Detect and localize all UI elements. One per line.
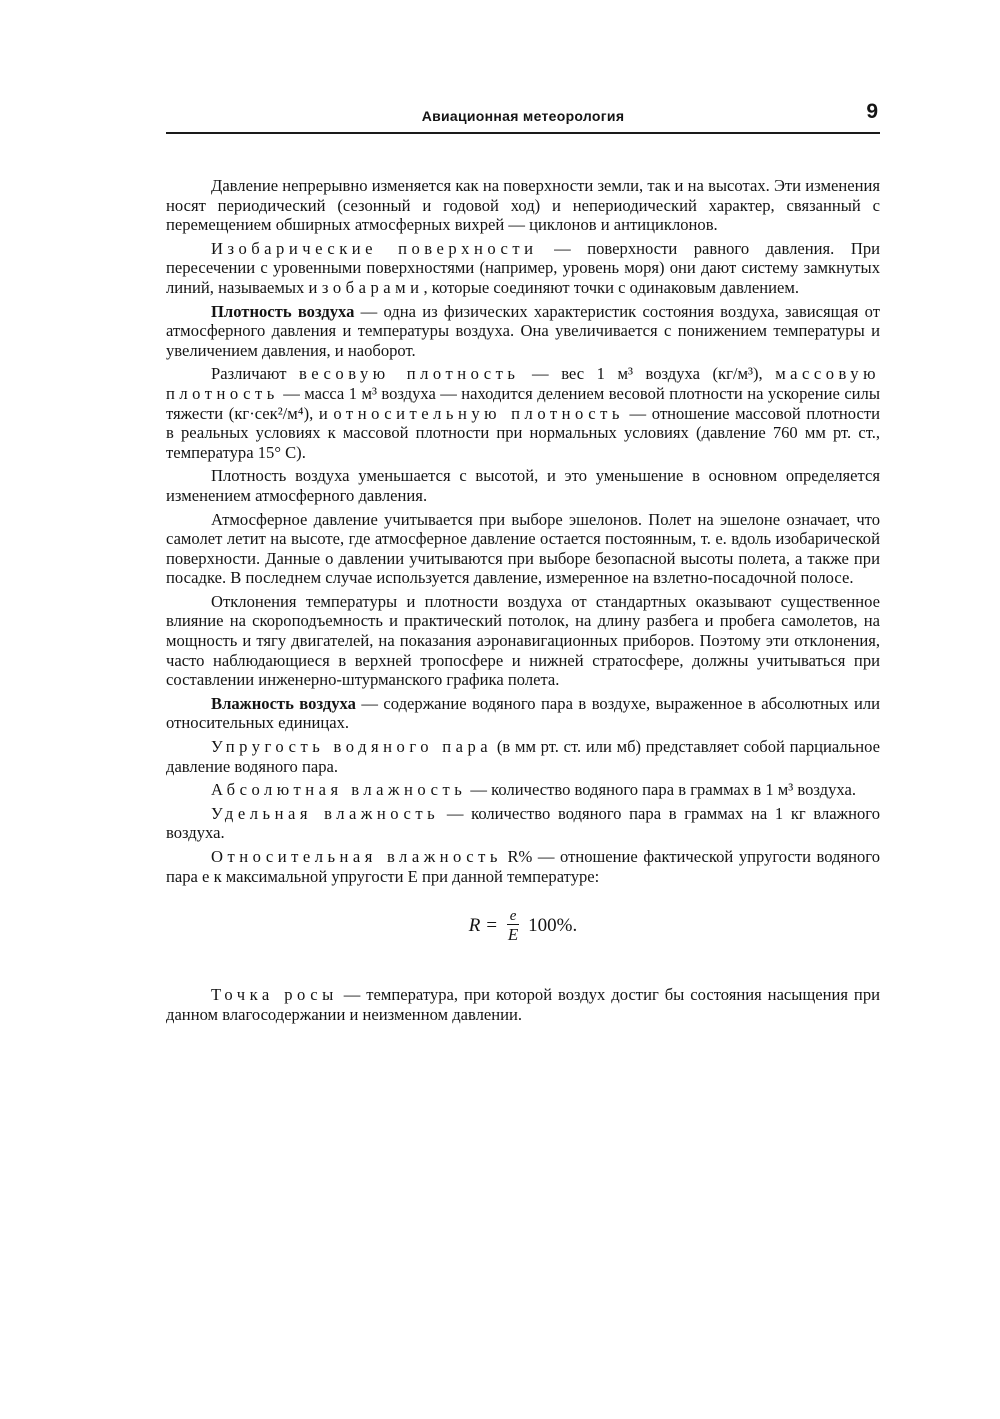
paragraph-text: — поверхности равного давления. При пересечении с уровенными поверхностями (например, уровень моря) они дают систему замкнутых линий, называемых [166,238,880,297]
paragraph-air-density [166,302,880,361]
term-air-density: Плотность воздуха [211,301,355,321]
document-page [166,100,880,1028]
paragraph-text: R% — отношение фактической упругости водяного пара e к максимальной упругости E при данной температуре: [166,847,880,886]
running-head [166,100,880,134]
term-mass-density: массовую плотность [166,364,880,403]
paragraph-specific-humidity [166,804,880,843]
paragraph-text: (в мм рт. ст. или мб) представляет собой парциальное давление водяного пара. [166,737,880,776]
paragraph-dew-point [166,985,880,1024]
paragraph-deviations: Отклонения температуры и плотности воздуха от стандартных оказывают существенное влияние на скороподъемность и практический потолок, на длину разбега и пробега самолетов, на мощность и тягу двигателей, на показания аэронавигационных приборов. Поэтому эти отклонения, часто наблюдающиеся в верхней тропосфере и нижней стратосфере, должны учитываться при составлении инженерно-штурманского графика полета. [166,591,880,690]
paragraph-text: — количество водяного пара в граммах на 1 кг влажного воздуха. [166,803,880,843]
term-dew-point: Точка росы [211,985,338,1005]
formula-factor: 100%. [528,915,578,937]
term-isobaric-surfaces: Изобарические поверхности [211,238,538,258]
paragraph-text: — температура, при которой воздух достиг бы состояния насыщения при данном влагосодержании и неизменном давлении. [166,985,880,1024]
paragraph-absolute-humidity [166,780,880,800]
paragraph-relative-humidity [166,847,880,886]
paragraph-humidity [166,694,880,733]
paragraph-text: Различают [211,364,300,384]
paragraph-text: — одна из физических характеристик состояния воздуха, зависящая от атмосферного давления и температуры воздуха. Она увеличивается с понижением температуры и увеличением давления, и наоборот. [166,301,880,360]
formula-lhs: R = [468,915,498,937]
paragraph-isobaric-surfaces [166,239,880,298]
text-body [166,176,880,1024]
term-isobars: изобарами [308,277,424,297]
paragraph-text: — отношение массовой плотности в реальных условиях к массовой плотности при нормальных условиях (давление 760 мм рт. ст., температура 15° С). [166,403,880,462]
paragraph-text: — содержание водяного пара в воздухе, выраженное в абсолютных или относительных единицах. [166,693,880,733]
paragraph-flight-levels: Атмосферное давление учитывается при выборе эшелонов. Полет на эшелоне означает, что самолет летит на высоте, где атмосферное давление остается постоянным, т. е. вдоль изобарической поверхности. Данные о давлении учитываются при выборе безопасной высоты полета, а также при посадке. В последнем случае используется давление, измеренное на взлетно-посадочной полосе. [166,509,880,588]
term-absolute-humidity: Абсолютная влажность [211,780,467,800]
paragraph-vapor-pressure [166,737,880,776]
term-weight-density: весовую плотность [299,364,520,384]
formula-fraction [507,908,520,945]
term-vapor-pressure: Упругость водяного пара [211,737,493,757]
paragraph-text: — количество водяного пара в граммах в 1 м³ воздуха. [466,780,857,800]
paragraph-text: — масса 1 м³ воздуха — находится делением весовой плотности на ускорение силы тяжести (кг·сек²/м⁴), и [166,383,880,423]
paragraph-text: — вес 1 м³ воздуха (кг/м³), [519,364,776,384]
formula-numerator: e [507,908,520,925]
term-relative-humidity: Относительная влажность [211,847,502,866]
page-number: 9 [866,100,878,123]
paragraph-density-types [166,364,880,462]
paragraph-text: , которые соединяют точки с одинаковым давлением. [423,277,800,297]
term-relative-density: относительную плотность [333,403,624,423]
paragraph-pressure-change: Давление непрерывно изменяется как на поверхности земли, так и на высотах. Эти изменения носят периодический (сезонный и годовой ход) и непериодический характер, связанный с перемещением обширных атмосферных вихрей — циклонов и антициклонов. [166,176,880,235]
formula-denominator: E [507,925,519,945]
term-humidity: Влажность воздуха [211,693,356,713]
running-title: Авиационная метеорология [421,108,625,124]
paragraph-density-altitude: Плотность воздуха уменьшается с высотой, и это уменьшение в основном определяется изменением атмосферного давления. [166,466,880,505]
relative-humidity-formula [166,908,880,945]
term-specific-humidity: Удельная влажность [211,803,440,823]
